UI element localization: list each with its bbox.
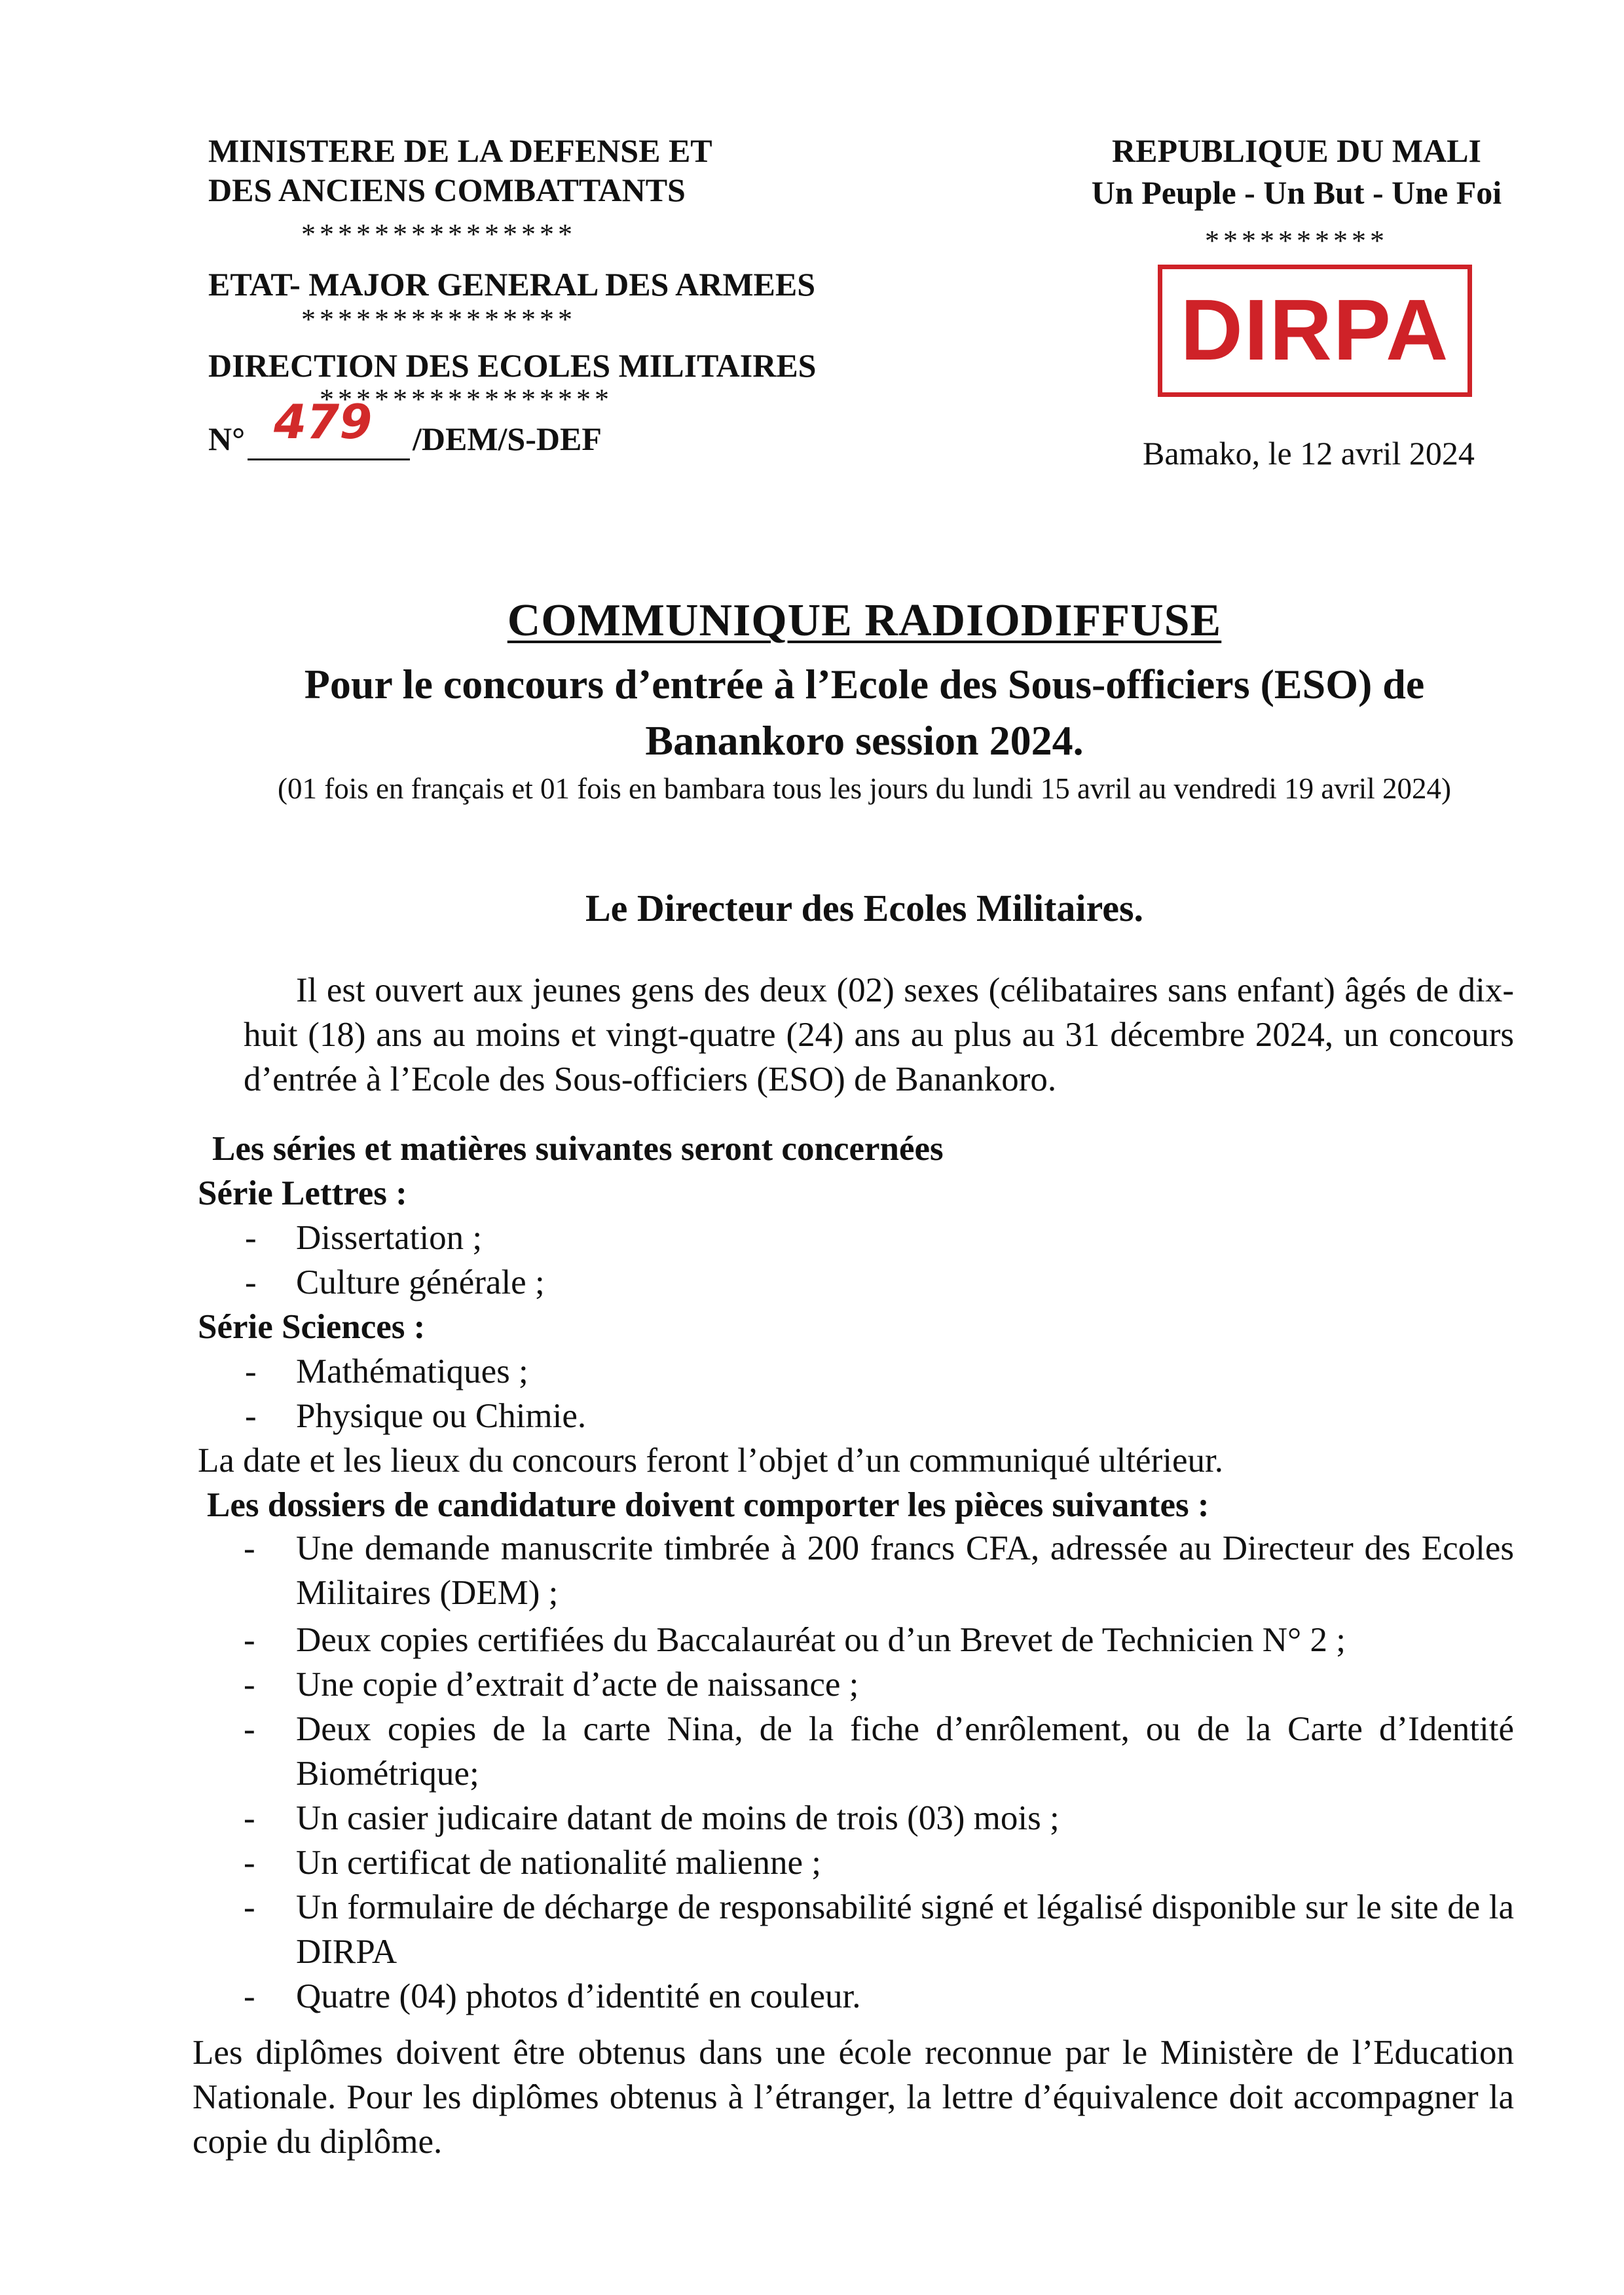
subtitle-line2: Banankoro session 2024.	[645, 717, 1084, 764]
list-item	[244, 1526, 1514, 1615]
serie-lettres-label: Série Lettres :	[198, 1174, 407, 1212]
list-item	[198, 1216, 1521, 1260]
list-item-text: Mathématiques ;	[296, 1353, 528, 1390]
list-item-text: Culture générale ;	[296, 1263, 545, 1301]
reference-line	[208, 394, 667, 472]
reference-prefix: N°	[208, 420, 246, 457]
dossiers-heading: Les dossiers de candidature doivent comporter les pièces suivantes :	[207, 1486, 1209, 1524]
separator-stars: **********	[1205, 225, 1388, 257]
series-section	[198, 1127, 1521, 1527]
communique-title: COMMUNIQUE RADIODIFFUSE	[507, 595, 1222, 646]
date-line: Bamako, le 12 avril 2024	[1143, 435, 1475, 472]
republic-title: REPUBLIQUE DU MALI	[1112, 132, 1481, 169]
reference-suffix: /DEM/S-DEF	[413, 420, 602, 457]
separator-stars: ****************	[320, 383, 613, 415]
list-item-text: Dissertation ;	[296, 1219, 483, 1257]
list-bullet: -	[244, 1799, 255, 1837]
list-bullet: -	[244, 1710, 255, 1748]
list-item-text: Physique ou Chimie.	[296, 1397, 587, 1435]
signatory-heading: Le Directeur des Ecoles Militaires.	[585, 887, 1144, 929]
communique-subtitle	[0, 656, 1624, 769]
list-item-text: Un casier judicaire datant de moins de trois (03) mois ;	[296, 1799, 1060, 1837]
reference-number: 479	[274, 394, 373, 449]
list-item-text: Une copie d’extrait d’acte de naissance ;	[296, 1666, 859, 1704]
subtitle-line1: Pour le concours d’entrée à l’Ecole des Sous-officiers (ESO) de	[304, 661, 1425, 707]
date-note: La date et les lieux du concours feront l’objet d’un communiqué ultérieur.	[198, 1442, 1223, 1480]
serie-sciences-label: Série Sciences :	[198, 1308, 426, 1346]
list-item-text: Quatre (04) photos d’identité en couleur.	[296, 1977, 861, 2015]
broadcast-note: (01 fois en français et 01 fois en bambara tous les jours du lundi 15 avril au vendredi 19 avril 2024)	[277, 772, 1452, 805]
ministry-line1: MINISTERE DE LA DEFENSE ET	[208, 132, 712, 169]
dossier-list	[244, 1526, 1514, 2019]
republic-header	[1061, 131, 1532, 212]
national-motto: Un Peuple - Un But - Une Foi	[1091, 174, 1502, 211]
intro-paragraph: Il est ouvert aux jeunes gens des deux (02) sexes (célibataires sans enfant) âgés de dix-huit (18) ans au moins et vingt-quatre (24) ans au plus au 31 décembre 2024, un concours d’entrée à l’Ecole des Sous-officiers (ESO) de Banankoro.	[244, 971, 1514, 1098]
list-item	[244, 1618, 1514, 1662]
reference-number-field	[248, 458, 410, 460]
list-item	[198, 1349, 1521, 1394]
closing-paragraph: Les diplômes doivent être obtenus dans une école reconnue par le Ministère de l’Education Nationale. Pour les diplômes obtenus à l’étranger, la lettre d’équivalence doit accompagner la copie du diplôme.	[193, 2034, 1514, 2161]
list-bullet: -	[245, 1353, 257, 1390]
list-item	[198, 1260, 1521, 1305]
list-bullet: -	[244, 1977, 255, 2015]
list-item	[244, 1885, 1514, 1974]
list-item-text: Un certificat de nationalité malienne ;	[296, 1844, 822, 1882]
list-item	[244, 1662, 1514, 1707]
list-item-text: Deux copies de la carte Nina, de la fiche d’enrôlement, ou de la Carte d’Identité Biométrique;	[296, 1710, 1514, 1793]
list-item	[198, 1394, 1521, 1438]
list-bullet: -	[244, 1621, 255, 1659]
list-item	[244, 1707, 1514, 1796]
ministry-line2: DES ANCIENS COMBATTANTS	[208, 172, 686, 208]
separator-stars: ***************	[301, 218, 576, 250]
list-item	[244, 1974, 1514, 2019]
etat-major-title: ETAT- MAJOR GENERAL DES ARMEES	[208, 266, 816, 303]
list-bullet: -	[244, 1888, 255, 1926]
direction-title: DIRECTION DES ECOLES MILITAIRES	[208, 347, 817, 384]
list-item	[244, 1796, 1514, 1840]
list-bullet: -	[245, 1263, 257, 1301]
list-bullet: -	[244, 1529, 255, 1567]
list-item-text: Un formulaire de décharge de responsabilité signé et légalisé disponible sur le site de la DIRPA	[296, 1888, 1514, 1971]
list-item	[244, 1840, 1514, 1885]
ministry-header	[208, 131, 798, 210]
list-bullet: -	[244, 1666, 255, 1704]
dirpa-stamp: DIRPA	[1158, 265, 1472, 397]
separator-stars: ***************	[301, 303, 576, 335]
list-bullet: -	[245, 1397, 257, 1435]
series-heading: Les séries et matières suivantes seront concernées	[212, 1130, 944, 1168]
list-item-text: Une demande manuscrite timbrée à 200 francs CFA, adressée au Directeur des Ecoles Militaires (DEM) ;	[296, 1529, 1514, 1612]
list-bullet: -	[245, 1219, 257, 1257]
list-bullet: -	[244, 1844, 255, 1882]
list-item-text: Deux copies certifiées du Baccalauréat ou d’un Brevet de Technicien N° 2 ;	[296, 1621, 1346, 1659]
